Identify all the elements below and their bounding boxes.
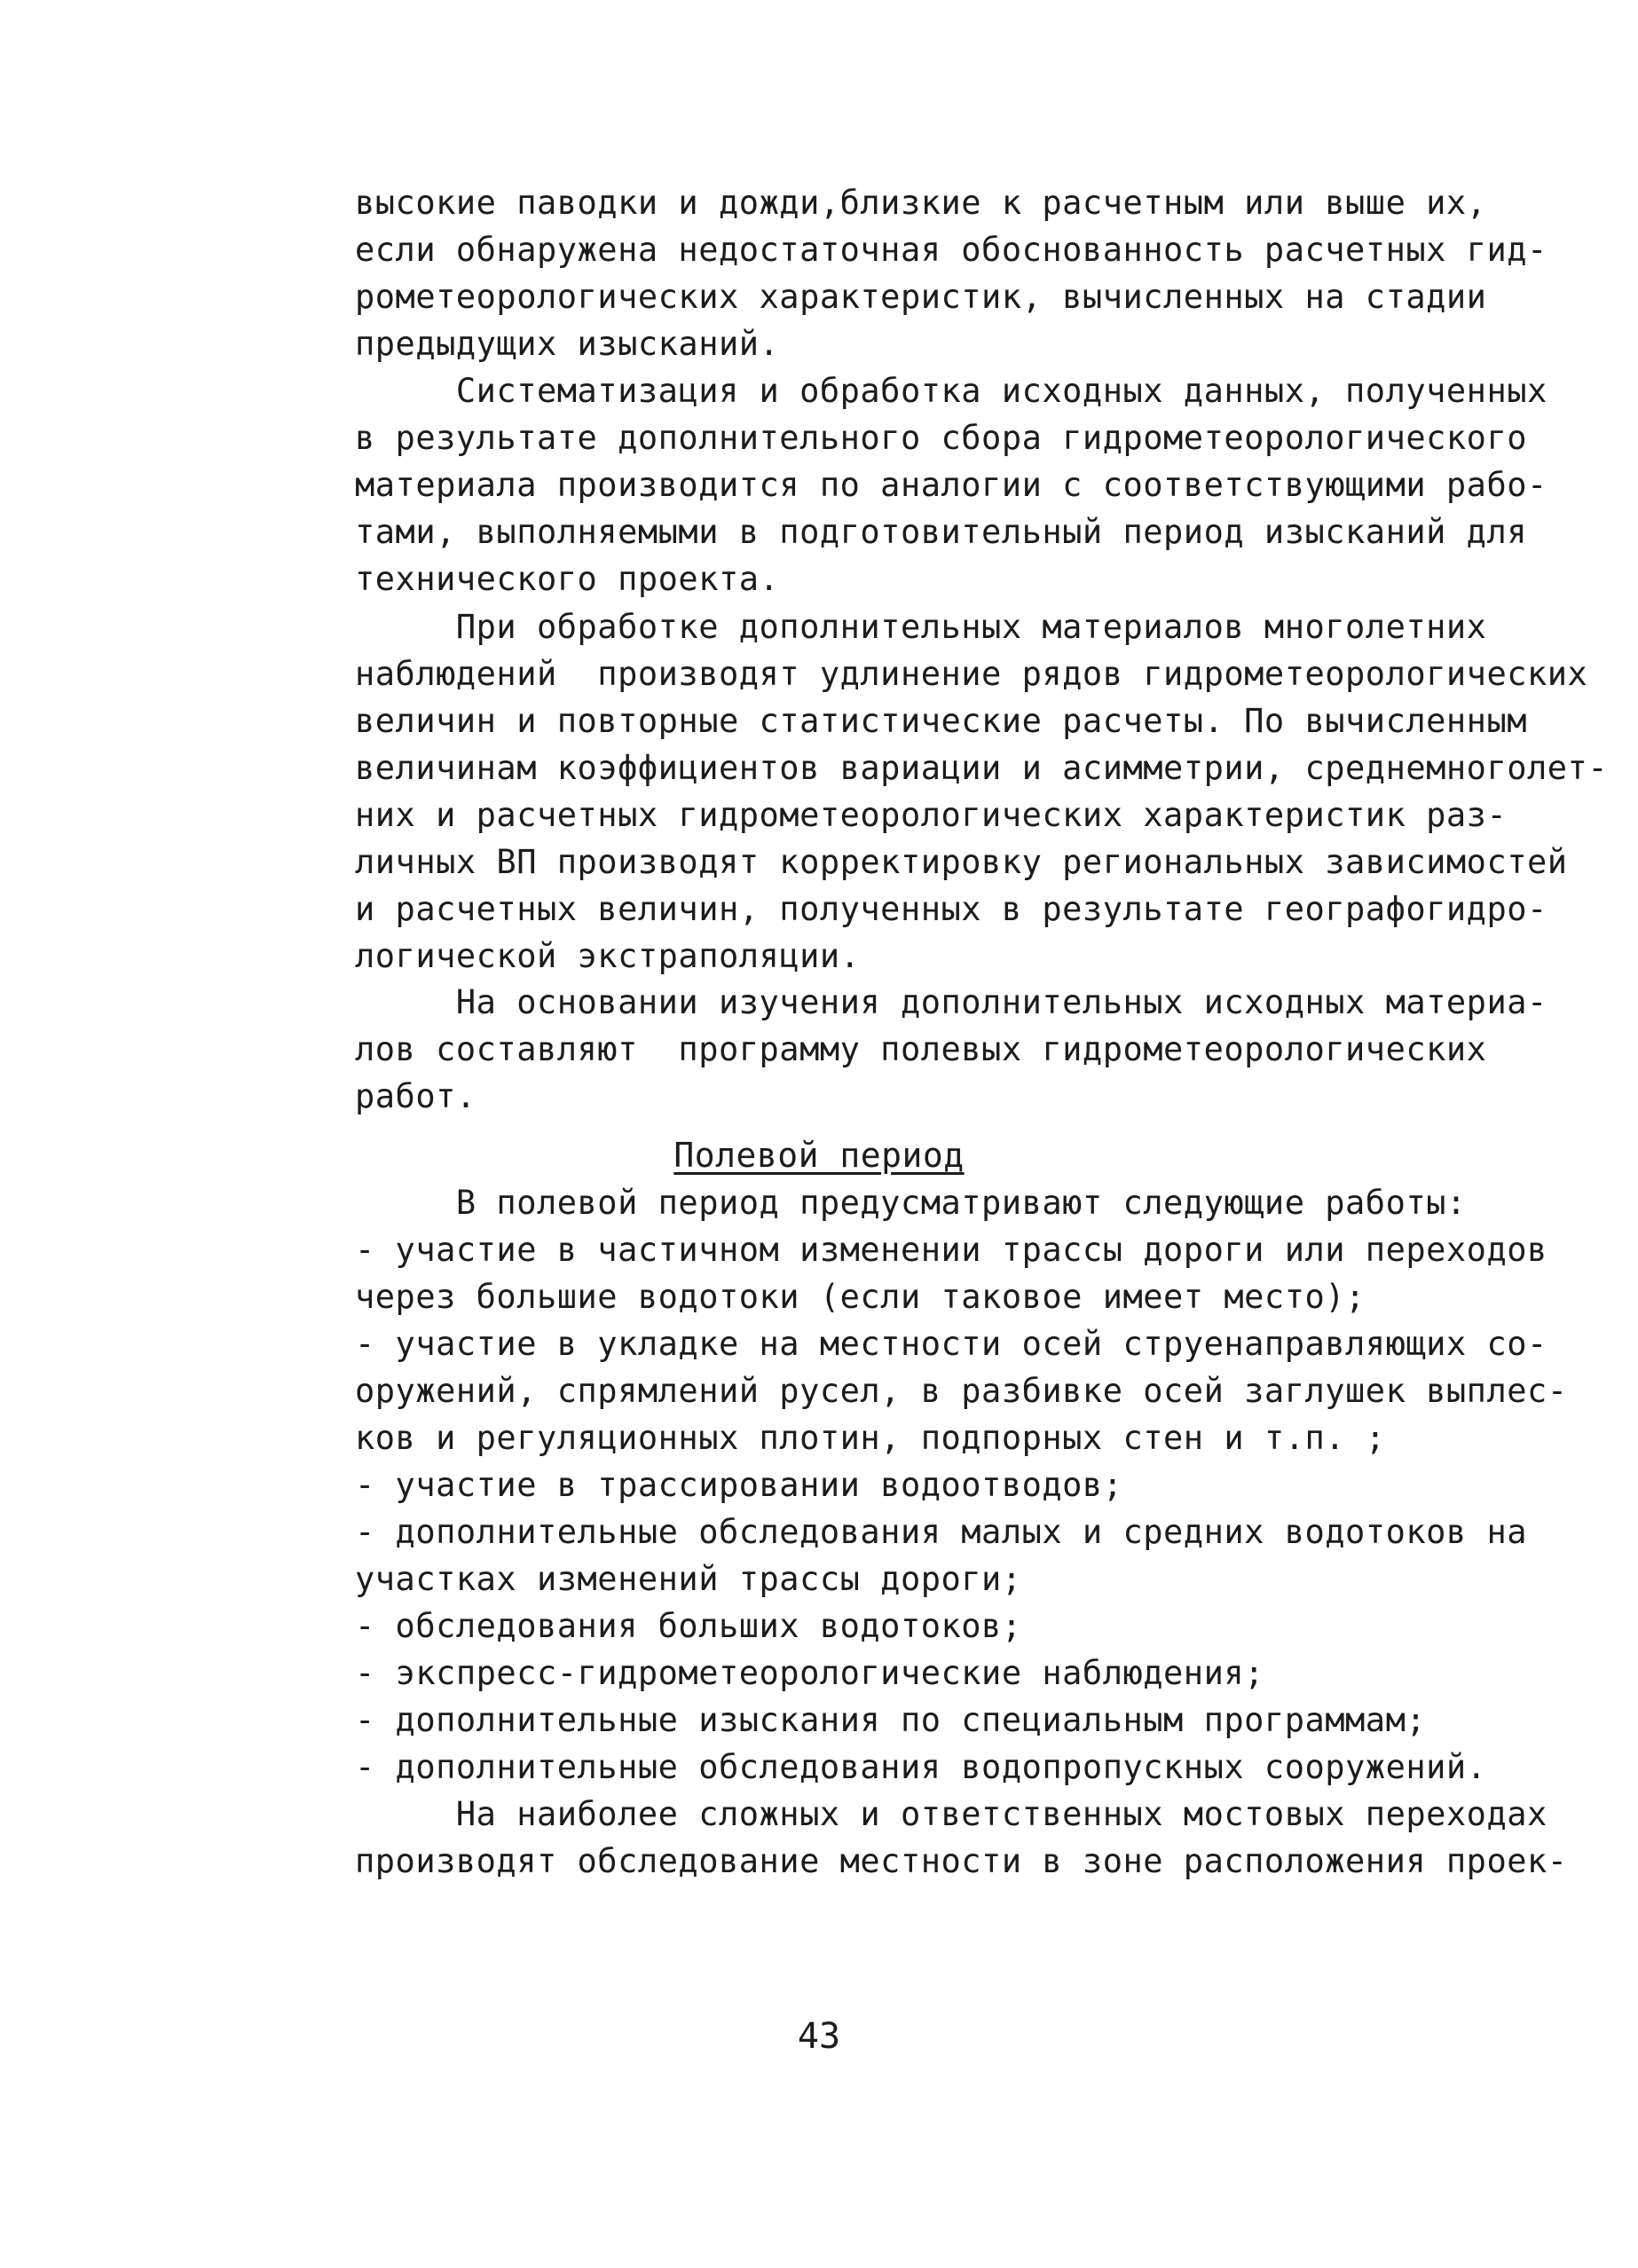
- paragraph-field-program: На основании изучения дополнительных исходных материа- лов составляют программу полевых гидрометеорологических работ.: [355, 983, 1547, 1115]
- section-heading: Полевой период: [673, 1136, 965, 1175]
- paragraph-flood-conditions: высокие паводки и дожди,близкие к расчетным или выше их, если обнаружена недостаточная обоснованность расчетных гид- рометеорологических характеристик, вычисленных на стадии предыдущих изысканий.: [355, 184, 1547, 363]
- paragraph-data-systematization: Систематизация и обработка исходных данных, полученных в результате дополнительного сбора гидрометеорологического материала производится по аналогии с соответствующими рабо- тами, выполняемыми в подготовительный период изысканий для технического проекта.: [355, 372, 1547, 598]
- page-number: 43: [797, 2016, 841, 2057]
- paragraph-additional-materials: При обработке дополнительных материалов многолетних наблюдений производят удлинение рядов гидрометеорологических величин и повторные статистические расчеты. По вычисленным величинам коэффициентов вариации и асимметрии, среднемноголет- них и расчетных гидрометеорологических характеристик раз- личных ВП производят корректировку региональных зависимостей и расчетных величин, полученных в результате географогидро- логической экстраполяции.: [355, 608, 1609, 975]
- paragraph-field-works-list: В полевой период предусматривают следующие работы: - участие в частичном изменении трассы дороги или переходов через большие водотоки (если таковое имеет место); - участие в укладке на местности осей струенаправляющих со- оружений, спрямлений русел, в разбивке осей заглушек выплес- ков и регуляционных плотин, подпорных стен и т.п. ; - участие в трассировании водоотводов; - дополнительные обследования малых и средних водотоков на участках изменений трассы дороги; - обследования больших водотоков; - экспресс-гидрометеорологические наблюдения; - дополнительные изыскания по специальным программам; - дополнительные обследования водопропускных сооружений. На наиболее сложных и ответственных мостовых переходах производят обследование местности в зоне расположения проек-: [355, 1184, 1568, 1880]
